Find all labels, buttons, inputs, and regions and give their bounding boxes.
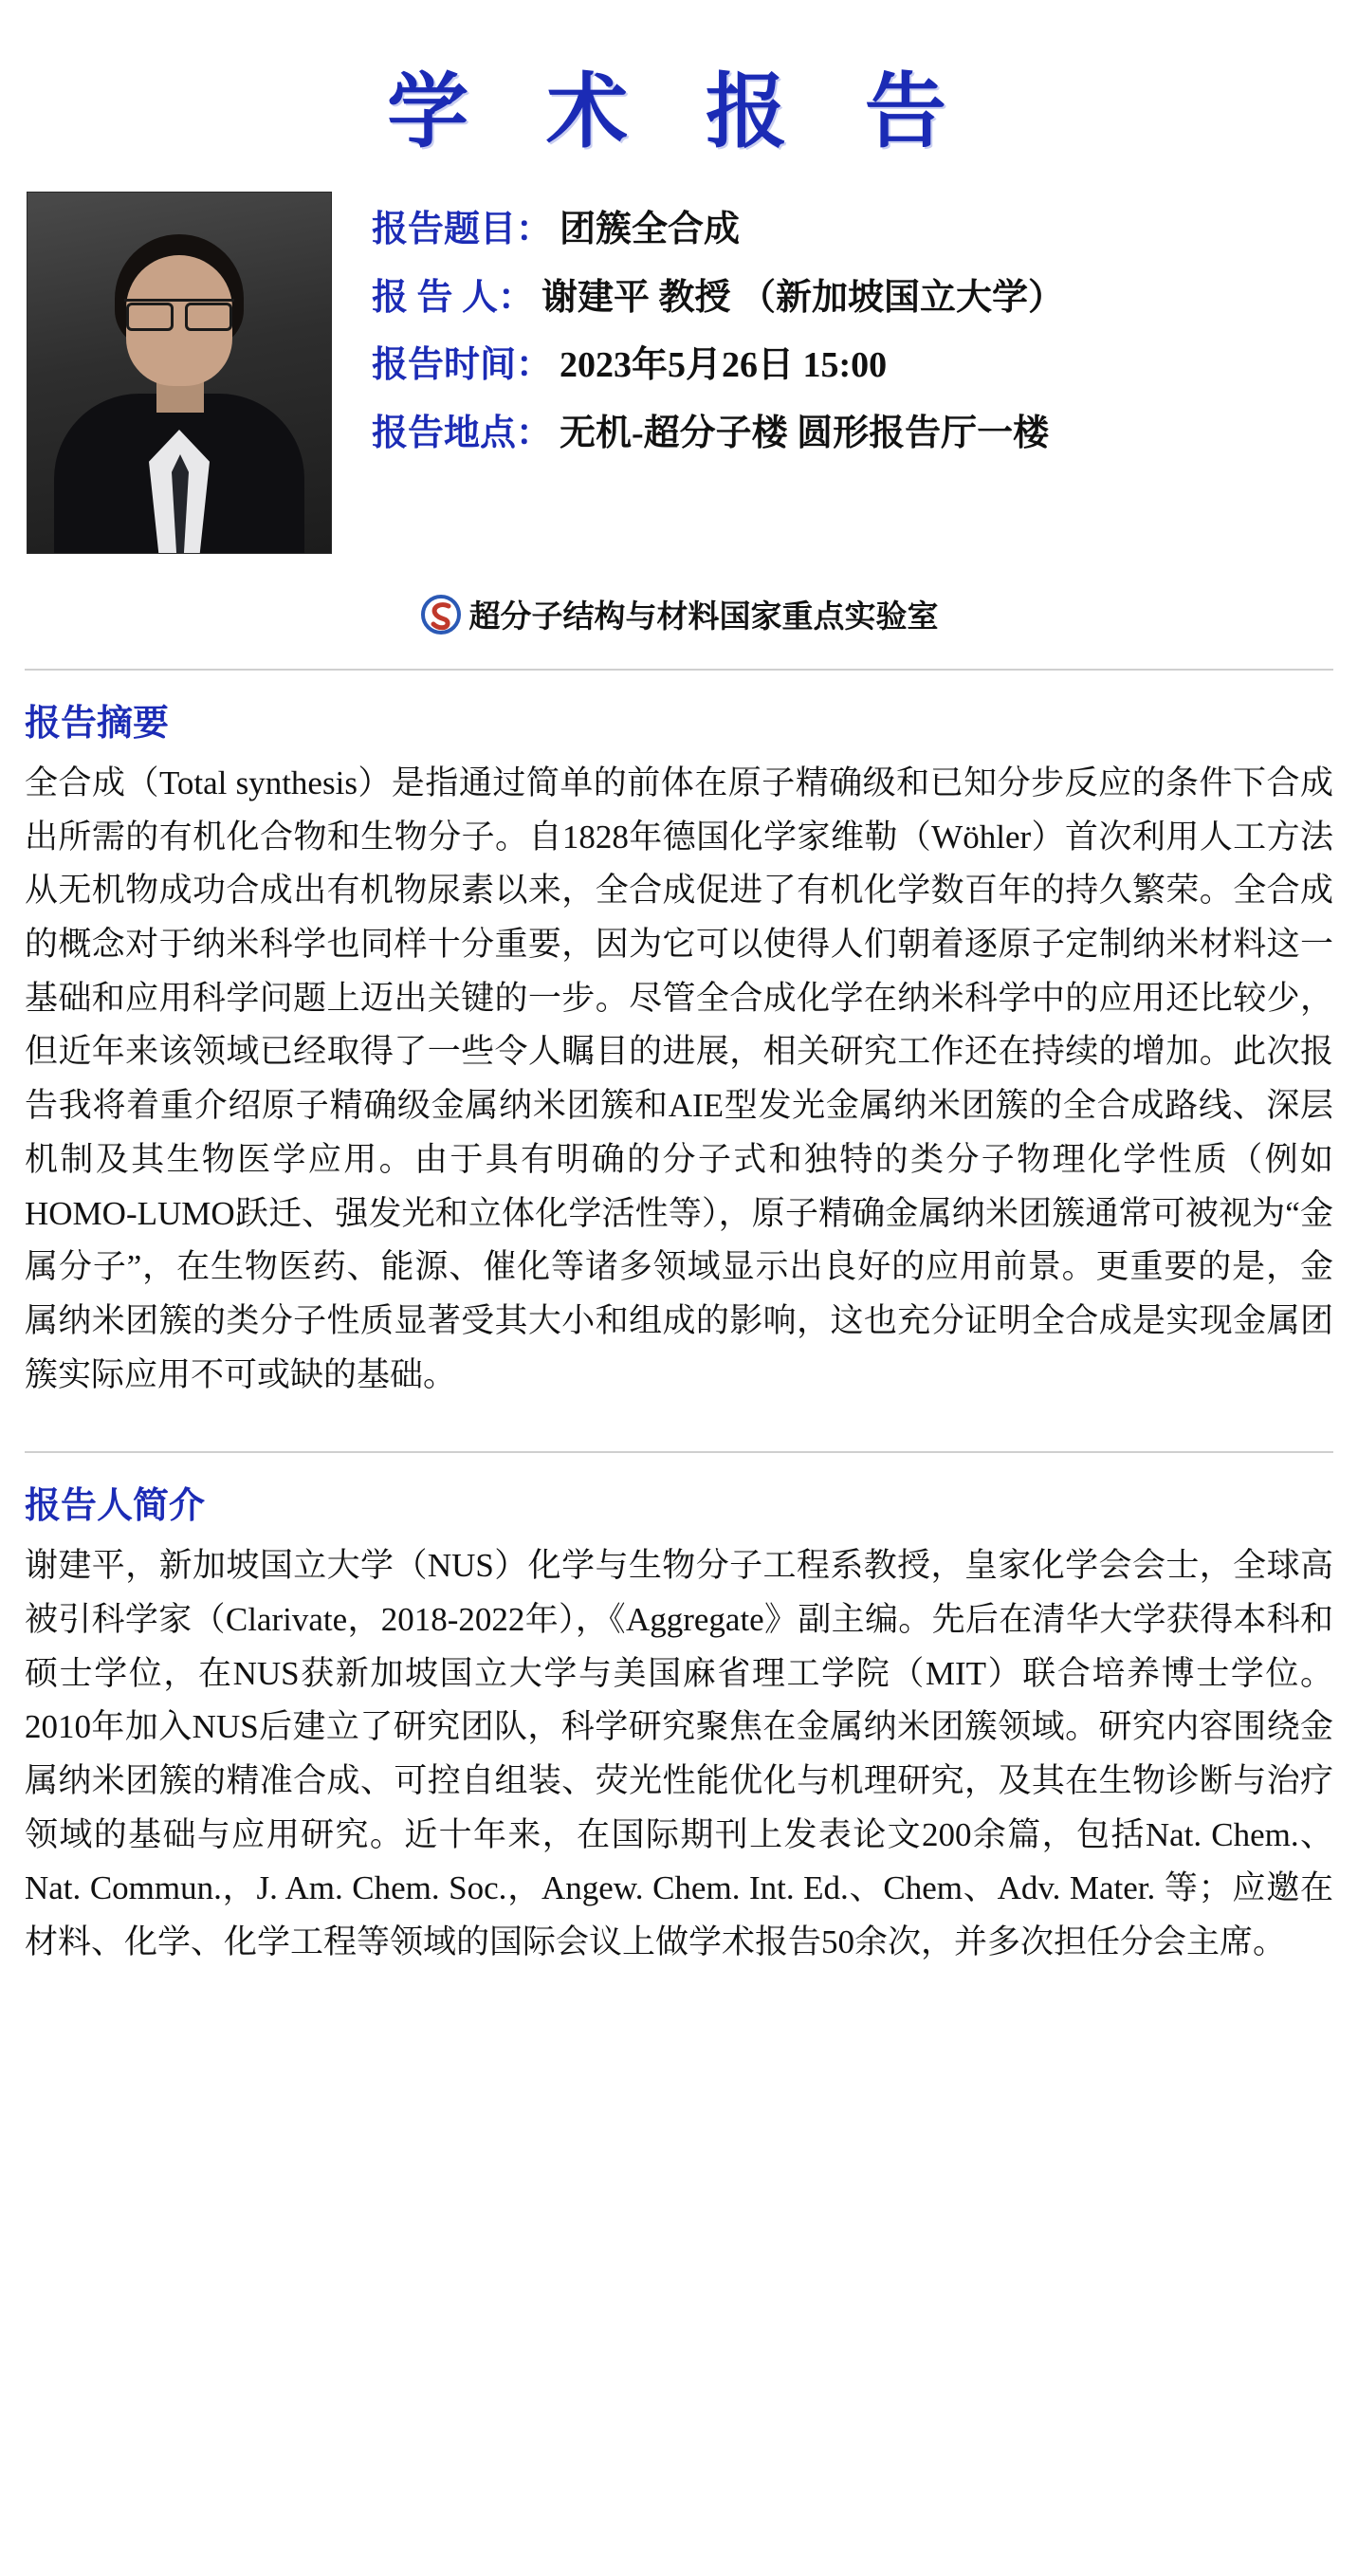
speaker-portrait (27, 192, 332, 554)
glasses-icon (124, 299, 234, 326)
speaker-info-row (0, 192, 1358, 554)
page-title: 学 术 报 告 (387, 64, 971, 159)
info-value-location: 无机-超分子楼 圆形报告厅一楼 (560, 413, 1050, 453)
info-value-topic: 团簇全合成 (560, 210, 741, 249)
info-list (332, 192, 1331, 480)
lab-logo-icon (420, 594, 462, 635)
info-label-speaker: 报 告 人： (372, 277, 535, 318)
lab-name: 超分子结构与材料国家重点实验室 (468, 600, 939, 635)
speaker-bio-text: 谢建平，新加坡国立大学（NUS）化学与生物分子工程系教授，皇家化学会会士，全球高被引科学家（Clarivate，2018-2022年），《Aggregate》副主编。先后在清华大学获得本科和硕士学位，在NUS获新加坡国立大学与美国麻省理工学院（MIT）联合培养博士学位。2010年加入NUS后建立了研究团队，科学研究聚焦在金属纳米团簇领域。研究内容围绕金属纳米团簇的精准合成、可控自组装、荧光性能优化与机理研究，及其在生物诊断与治疗领域的基础与应用研究。近十年来，在国际期刊上发表论文200余篇，包括Nat. Chem.、Nat. Commun.，J. Am. Chem. Soc.，Angew. Chem. Int. Ed.、Chem、Adv. Mater. 等；应邀在材料、化学、化学工程等领域的国际会议上做学术报告50余次，并多次担任分会主席。 (25, 1547, 1333, 1961)
info-value-speaker: 谢建平 教授 （新加坡国立大学） (541, 277, 1065, 318)
info-value-time: 2023年5月26日 15:00 (560, 345, 888, 386)
info-item-topic (372, 209, 1331, 252)
speaker-bio-section (0, 1453, 1358, 1970)
info-item-time (372, 344, 1331, 388)
abstract-text: 全合成（Total synthesis）是指通过简单的前体在原子精确级和已知分步反应的条件下合成出所需的有机化合物和生物分子。自1828年德国化学家维勒（Wöhler）首次利用人工方法从无机物成功合成出有机物尿素以来，全合成促进了有机化学数百年的持久繁荣。全合成的概念对于纳米科学也同样十分重要，因为它可以使得人们朝着逐原子定制纳米材料这一基础和应用科学问题上迈出关键的一步。尽管全合成化学在纳米科学中的应用还比较少，但近年来该领域已经取得了一些令人瞩目的进展，相关研究工作还在持续的增加。此次报告我将着重介绍原子精确级金属纳米团簇和AIE型发光金属纳米团簇的全合成路线、深层机制及其生物医学应用。由于具有明确的分子式和独特的类分子物理化学性质（例如HOMO-LUMO跃迁、强发光和立体化学活性等），原子精确金属纳米团簇通常可被视为“金属分子”，在生物医药、能源、催化等诸多领域显示出良好的应用前景。更重要的是，金属纳米团簇的类分子性质显著受其大小和组成的影响，这也充分证明全合成是实现金属团簇实际应用不可或缺的基础。 (25, 764, 1333, 1393)
info-item-location (372, 413, 1331, 456)
info-item-speaker (372, 277, 1331, 321)
speaker-bio-title: 报告人简介 (25, 1484, 206, 1527)
info-label-topic: 报告题目： (372, 210, 553, 249)
info-label-location: 报告地点： (372, 413, 553, 453)
lab-line (0, 592, 1358, 636)
info-label-time: 报告时间： (372, 345, 553, 386)
section-gap (0, 1402, 1358, 1434)
abstract-title: 报告摘要 (25, 702, 170, 744)
abstract-section (0, 671, 1358, 1402)
